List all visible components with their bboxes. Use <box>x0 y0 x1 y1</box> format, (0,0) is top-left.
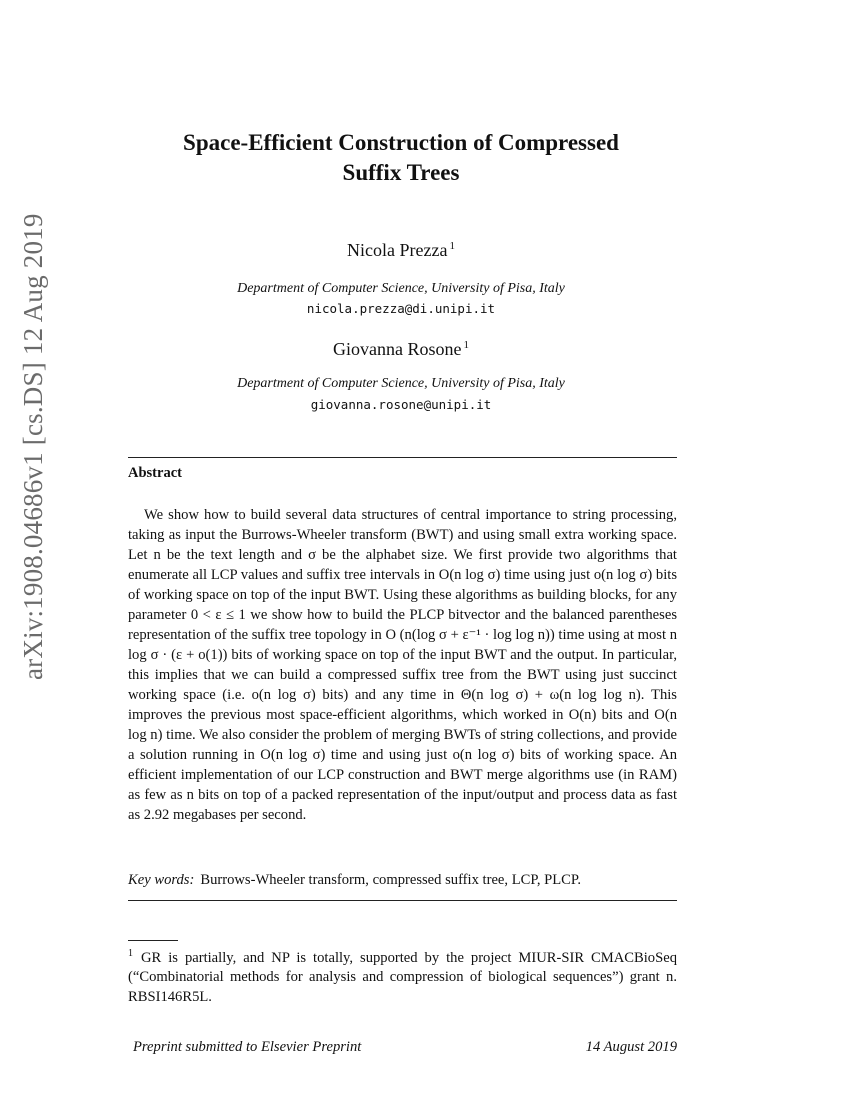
footer-date: 14 August 2019 <box>585 1039 677 1055</box>
footer-preprint: Preprint submitted to Elsevier Preprint <box>133 1039 362 1055</box>
keywords <box>128 872 677 889</box>
abstract-body: We show how to build several data structures of central importance to string processing, taking as input the Burrows-Wheeler transform (BWT) and using small extra working space. Let n be the text length and σ be the alphabet size. We first provide two algorithms that enumerate all LCP values and suffix tree intervals in O(n log σ) time using just o(n log σ) bits of working space on top of the input BWT. Using these algorithms as building blocks, for any parameter 0 < ε ≤ 1 we show how to build the PLCP bitvector and the balanced parentheses representation of the suffix tree topology in O (n(log σ + ε⁻¹ · log log n)) time using at most n log σ · (ε + o(1)) bits of working space on top of the input BWT and the output. In particular, this implies that we can build a compressed suffix tree from the BWT using just succinct working space (i.e. o(n log σ) bits) and any time in Θ(n log σ) + ω(n log log n). This improves the previous most space-efficient algorithms, which worked in O(n) bits and O(n log n) time. We also consider the problem of merging BWTs of string collections, and provide a solution running in O(n log σ) time and using just o(n log σ) bits of working space. An efficient implementation of our LCP construction and BWT merge algorithms use (in RAM) as few as n bits on top of a packed representation of the input/output and process data as fast as 2.92 megabases per second. <box>128 507 677 823</box>
abstract-bottom-rule <box>128 900 677 901</box>
author-2-email: giovanna.rosone@unipi.it <box>310 397 492 412</box>
footnote-rule <box>128 940 178 941</box>
paper-title-line-2: Suffix Trees <box>342 160 460 185</box>
footnote-mark: 1 <box>128 948 133 959</box>
abstract-heading: Abstract <box>128 465 182 481</box>
paper-title-line-1: Space-Efficient Construction of Compressed <box>183 130 619 155</box>
author-1-name <box>125 240 677 261</box>
footnote <box>128 944 677 1007</box>
keywords-label: Key words: <box>128 872 195 888</box>
author-1-email: nicola.prezza@di.unipi.it <box>306 301 496 316</box>
author-1-footnote-mark: 1 <box>449 240 455 252</box>
author-1-affiliation: Department of Computer Science, University of Pisa, Italy <box>237 281 565 296</box>
keywords-value: Burrows-Wheeler transform, compressed suffix tree, LCP, PLCP. <box>200 872 582 888</box>
author-2-name-text: Giovanna Rosone <box>333 339 462 359</box>
author-1-name-text: Nicola Prezza <box>347 240 448 260</box>
author-2-name <box>125 339 677 360</box>
paper-title <box>125 128 677 188</box>
abstract-top-rule <box>128 457 677 458</box>
arxiv-stamp-text: arXiv:1908.04686v1 [cs.DS] 12 Aug 2019 <box>18 213 48 680</box>
author-2-affiliation: Department of Computer Science, University of Pisa, Italy <box>237 376 565 391</box>
author-2-footnote-mark: 1 <box>463 339 469 351</box>
footnote-text: GR is partially, and NP is totally, supported by the project MIUR-SIR CMACBioSeq (“Combinatorial methods for analysis and compression of biological sequences”) grant n. RBSI146R5L. <box>128 949 677 1005</box>
